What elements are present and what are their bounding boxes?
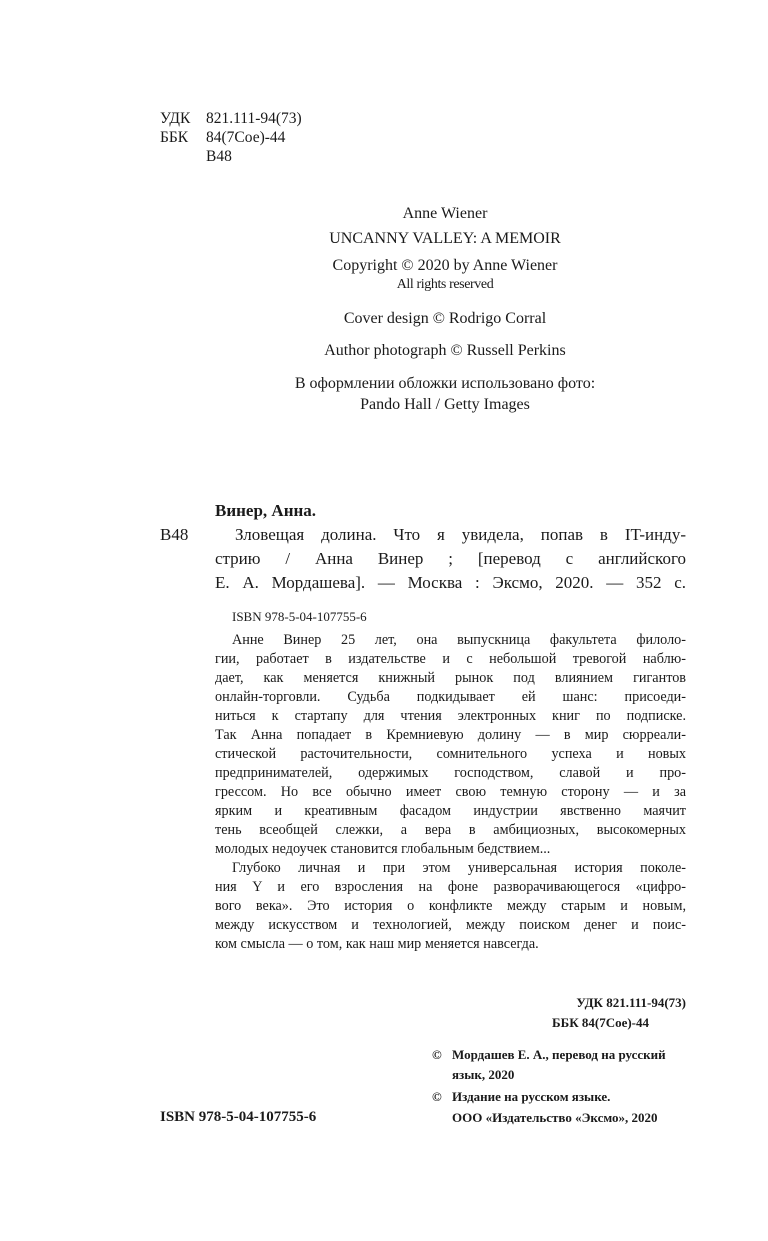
annotation-line: ниться к стартапу для чтения электронных книг по подписке.	[215, 708, 686, 724]
annotation-line: Глубоко личная и при этом универсальная история поколе-	[232, 860, 686, 876]
edition-copyright-1: Издание на русском языке.	[452, 1089, 611, 1104]
annotation-line: ния Y и его взросления на фоне разворачивающегося «цифро-	[215, 879, 686, 895]
copyright-line: Copyright © 2020 by Anne Wiener	[332, 257, 558, 274]
cover-photo-credit-1: В оформлении обложки использовано фото:	[294, 375, 596, 392]
udk-bottom: УДК 821.111-94(73)	[576, 995, 686, 1010]
translation-copyright-2: язык, 2020	[452, 1067, 515, 1082]
annotation-line: вого века». Это история о конфликте между старым и новым,	[215, 898, 686, 914]
annotation-line: молодых недоучек становится глобальным бедствием...	[215, 841, 551, 857]
annotation-line: ярким и креативным фасадом индустрии явственно маячит	[215, 803, 686, 819]
bib-line: Зловещая долина. Что я увидела, попав в IT-инду-	[235, 525, 686, 544]
annotation-line: ком смысла — о том, как наш мир меняется навсегда.	[215, 936, 539, 952]
original-title: UNCANNY VALLEY: A MEMOIR	[329, 230, 561, 247]
bib-line: Е. А. Мордашева]. — Москва : Эксмо, 2020. — 352 с.	[215, 573, 686, 592]
annotation-line: дает, как меняется книжный рынок под влиянием гигантов	[215, 670, 686, 686]
annotation-line: Так Анна попадает в Кремниевую долину — в мир сюрреали-	[215, 727, 686, 743]
udk-label: УДК	[160, 110, 191, 127]
bib-isbn: ISBN 978-5-04-107755-6	[232, 609, 367, 624]
annotation-line: тень всеобщей слежки, а вера в амбициозных, высокомерных	[215, 822, 686, 838]
bib-mark: В48	[160, 525, 189, 544]
isbn-bottom: ISBN 978-5-04-107755-6	[160, 1109, 317, 1125]
author-heading: Винер, Анна.	[215, 501, 317, 520]
bbk-bottom: ББК 84(7Сое)-44	[552, 1015, 650, 1030]
annotation-line: между искусством и технологией, между поиском денег и поис-	[215, 917, 686, 933]
translation-copyright-1: Мордашев Е. А., перевод на русский	[452, 1047, 666, 1062]
annotation-line: стической расточительности, сомнительного успеха и новых	[215, 746, 686, 762]
annotation-line: Анне Винер 25 лет, она выпускница факультета филоло-	[232, 632, 686, 648]
cover-design-credit: Cover design © Rodrigo Corral	[343, 310, 547, 327]
annotation-line: гии, работает в издательстве и с небольшой тревогой наблю-	[215, 651, 686, 667]
bib-line: стрию / Анна Винер ; [перевод с английского	[215, 549, 686, 568]
bbk-label: ББК	[160, 129, 189, 146]
annotation-line: грессом. Но все обычно имеет свою темную сторону — и за	[215, 784, 686, 800]
annotation-line: предпринимателей, одержимых господством, славой и про-	[215, 765, 686, 781]
cover-photo-credit-2: Pando Hall / Getty Images	[360, 396, 530, 413]
copyright-symbol: ©	[432, 1047, 442, 1062]
rights-line: All rights reserved	[396, 277, 494, 292]
udk-value: 821.111-94(73)	[206, 110, 302, 127]
author-photo-credit: Author photograph © Russell Perkins	[324, 342, 566, 359]
original-author: Anne Wiener	[402, 205, 488, 222]
author-mark: В48	[206, 148, 232, 165]
annotation-line: онлайн-торговли. Судьба подкидывает ей шанс: присоеди-	[215, 689, 686, 705]
copyright-symbol: ©	[432, 1089, 442, 1104]
edition-copyright-2: ООО «Издательство «Эксмо», 2020	[452, 1110, 658, 1125]
bbk-value: 84(7Сое)-44	[206, 129, 286, 146]
